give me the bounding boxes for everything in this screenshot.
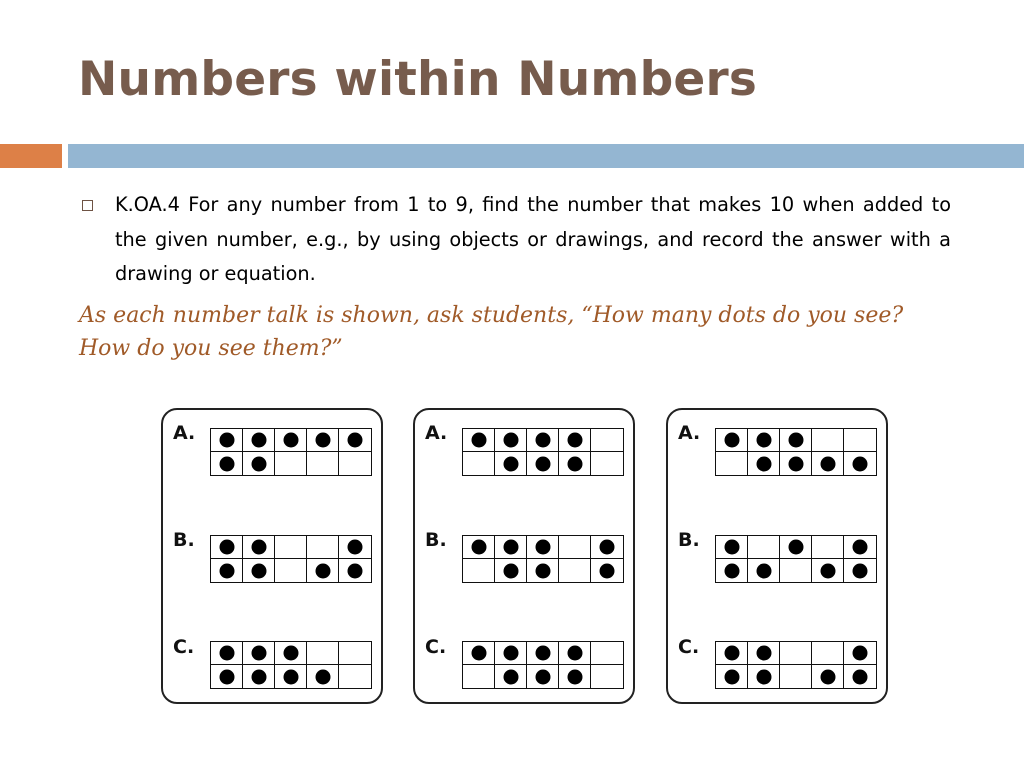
ten-frame-cell: [211, 642, 243, 665]
ten-frame-cell: [591, 452, 623, 475]
counter-dot: [535, 669, 550, 684]
ten-frame-cell: [495, 642, 527, 665]
counter-dot: [471, 646, 486, 661]
ten-frame-label: C.: [173, 636, 195, 658]
ten-frame-cell: [812, 665, 844, 688]
counter-dot: [535, 456, 550, 471]
slide-title: Numbers within Numbers: [78, 52, 758, 107]
ten-frame-cell: [748, 642, 780, 665]
ten-frame-card: [413, 408, 635, 704]
counter-dot: [820, 456, 835, 471]
counter-dot: [567, 433, 582, 448]
counter-dot: [503, 646, 518, 661]
counter-dot: [724, 563, 739, 578]
ten-frame-cell: [275, 642, 307, 665]
counter-dot: [251, 540, 266, 555]
ten-frame-cell: [748, 665, 780, 688]
counter-dot: [503, 540, 518, 555]
ten-frame-cell: [780, 559, 812, 582]
ten-frame-cell: [307, 429, 339, 452]
ten-frame-cell: [211, 559, 243, 582]
counter-dot: [315, 433, 330, 448]
ten-frame-cell: [211, 536, 243, 559]
counter-dot: [219, 456, 234, 471]
ten-frame-cell: [495, 429, 527, 452]
ten-frame-cell: [780, 452, 812, 475]
ten-frame-cell: [463, 536, 495, 559]
ten-frame-cell: [495, 559, 527, 582]
ten-frame-cell: [591, 642, 623, 665]
ten-frame-cell: [527, 452, 559, 475]
ten-frame-cell: [307, 536, 339, 559]
ten-frame-cell: [527, 429, 559, 452]
ten-frame-cell: [812, 536, 844, 559]
counter-dot: [820, 563, 835, 578]
ten-frame-cell: [495, 536, 527, 559]
counter-dot: [724, 433, 739, 448]
ten-frame-label: A.: [173, 422, 196, 444]
ten-frame-cell: [211, 429, 243, 452]
ten-frame-cell: [339, 642, 371, 665]
counter-dot: [788, 433, 803, 448]
ten-frame-cell: [243, 559, 275, 582]
counter-dot: [251, 433, 266, 448]
ten-frame-cell: [339, 559, 371, 582]
ten-frame-cell: [591, 665, 623, 688]
ten-frame-cell: [844, 452, 876, 475]
counter-dot: [219, 669, 234, 684]
ten-frame: [715, 535, 877, 583]
ten-frame-cell: [527, 536, 559, 559]
counter-dot: [535, 540, 550, 555]
ten-frame-cell: [559, 452, 591, 475]
ten-frame-cell: [307, 559, 339, 582]
counter-dot: [471, 540, 486, 555]
counter-dot: [788, 540, 803, 555]
ten-frame-cell: [716, 429, 748, 452]
counter-dot: [348, 540, 363, 555]
counter-dot: [567, 669, 582, 684]
ten-frame-cell: [812, 642, 844, 665]
ten-frame-cell: [844, 536, 876, 559]
ten-frame-cell: [591, 429, 623, 452]
counter-dot: [503, 433, 518, 448]
ten-frame-cell: [463, 429, 495, 452]
counter-dot: [535, 433, 550, 448]
ten-frame-cell: [780, 536, 812, 559]
counter-dot: [853, 540, 868, 555]
counter-dot: [315, 669, 330, 684]
ten-frame-label: B.: [173, 529, 195, 551]
ten-frame-cell: [243, 642, 275, 665]
ten-frame-cell: [780, 642, 812, 665]
ten-frame: [210, 641, 372, 689]
ten-frame-cell: [243, 665, 275, 688]
ten-frame-label: B.: [678, 529, 700, 551]
ten-frame: [462, 535, 624, 583]
bullet-square-icon: [82, 200, 93, 211]
counter-dot: [471, 433, 486, 448]
ten-frame-cell: [559, 559, 591, 582]
counter-dot: [567, 456, 582, 471]
counter-dot: [251, 563, 266, 578]
ten-frame-cell: [716, 536, 748, 559]
counter-dot: [600, 563, 615, 578]
ten-frame-cell: [527, 642, 559, 665]
standard-text: K.OA.4 For any number from 1 to 9, find the number that makes 10 when added to the given number, e.g., by using objects or drawings, and record the answer with a drawing or equation.: [115, 193, 951, 285]
counter-dot: [219, 540, 234, 555]
counter-dot: [219, 563, 234, 578]
counter-dot: [756, 669, 771, 684]
ten-frame-cell: [559, 642, 591, 665]
ten-frame-cell: [559, 665, 591, 688]
counter-dot: [567, 646, 582, 661]
counter-dot: [724, 646, 739, 661]
ten-frame-cell: [495, 665, 527, 688]
ten-frame-cell: [716, 642, 748, 665]
ten-frame-cell: [716, 559, 748, 582]
ten-frame-cell: [844, 559, 876, 582]
ten-frame-cell: [812, 452, 844, 475]
counter-dot: [853, 669, 868, 684]
counter-dot: [535, 563, 550, 578]
ten-frame: [210, 535, 372, 583]
counter-dot: [853, 646, 868, 661]
ten-frame-cell: [463, 642, 495, 665]
counter-dot: [251, 456, 266, 471]
counter-dot: [756, 646, 771, 661]
ten-frame-cell: [339, 452, 371, 475]
counter-dot: [315, 563, 330, 578]
ten-frame-cell: [275, 452, 307, 475]
ten-frame-cell: [780, 429, 812, 452]
counter-dot: [756, 456, 771, 471]
ten-frame-cell: [495, 452, 527, 475]
ten-frame-cell: [339, 429, 371, 452]
ten-frame-cell: [591, 536, 623, 559]
counter-dot: [724, 540, 739, 555]
counter-dot: [348, 433, 363, 448]
ten-frame-cell: [243, 452, 275, 475]
counter-dot: [283, 669, 298, 684]
ten-frame-cell: [844, 429, 876, 452]
ten-frame-cell: [339, 665, 371, 688]
ten-frame-cell: [211, 452, 243, 475]
counter-dot: [600, 540, 615, 555]
ten-frame-label: A.: [425, 422, 448, 444]
ten-frame-label: B.: [425, 529, 447, 551]
ten-frame-cell: [748, 559, 780, 582]
counter-dot: [503, 456, 518, 471]
counter-dot: [251, 669, 266, 684]
ten-frame-cell: [748, 429, 780, 452]
ten-frame-cell: [463, 665, 495, 688]
prompt-text: As each number talk is shown, ask students, “How many dots do you see? How do you see them?”: [79, 303, 904, 361]
ten-frame-cell: [780, 665, 812, 688]
ten-frame-cell: [307, 642, 339, 665]
ten-frame-cell: [812, 429, 844, 452]
ten-frame-cell: [307, 452, 339, 475]
counter-dot: [788, 456, 803, 471]
ten-frame-cell: [844, 642, 876, 665]
ten-frame-cell: [591, 559, 623, 582]
counter-dot: [853, 563, 868, 578]
ten-frame-card: [161, 408, 383, 704]
ten-frame-cell: [463, 452, 495, 475]
ten-frame: [715, 641, 877, 689]
ten-frame-cell: [527, 559, 559, 582]
ten-frame-cell: [243, 536, 275, 559]
ten-frame-label: C.: [425, 636, 447, 658]
ten-frame-cell: [716, 665, 748, 688]
counter-dot: [283, 646, 298, 661]
counter-dot: [251, 646, 266, 661]
ten-frame-cell: [275, 665, 307, 688]
counter-dot: [756, 433, 771, 448]
ten-frame-cell: [243, 429, 275, 452]
ten-frame-cell: [211, 665, 243, 688]
counter-dot: [348, 563, 363, 578]
ten-frame-cell: [275, 559, 307, 582]
counter-dot: [535, 646, 550, 661]
counter-dot: [724, 669, 739, 684]
ten-frame: [462, 641, 624, 689]
counter-dot: [853, 456, 868, 471]
accent-bar-blue: [68, 144, 1024, 168]
counter-dot: [503, 563, 518, 578]
ten-frame-cell: [307, 665, 339, 688]
counter-dot: [283, 433, 298, 448]
ten-frame-label: C.: [678, 636, 700, 658]
ten-frame-card: [666, 408, 888, 704]
ten-frame-cell: [748, 452, 780, 475]
ten-frame-cell: [716, 452, 748, 475]
accent-bar-orange: [0, 144, 62, 168]
ten-frame-cell: [463, 559, 495, 582]
ten-frame: [715, 428, 877, 476]
ten-frame-cell: [559, 536, 591, 559]
ten-frame-cell: [812, 559, 844, 582]
counter-dot: [756, 563, 771, 578]
counter-dot: [219, 433, 234, 448]
counter-dot: [503, 669, 518, 684]
ten-frame-cell: [339, 536, 371, 559]
ten-frame-label: A.: [678, 422, 701, 444]
counter-dot: [820, 669, 835, 684]
ten-frame-cell: [559, 429, 591, 452]
counter-dot: [219, 646, 234, 661]
ten-frame: [210, 428, 372, 476]
ten-frame: [462, 428, 624, 476]
ten-frame-cell: [275, 536, 307, 559]
ten-frame-cell: [748, 536, 780, 559]
ten-frame-cell: [527, 665, 559, 688]
ten-frame-cell: [844, 665, 876, 688]
ten-frame-cell: [275, 429, 307, 452]
